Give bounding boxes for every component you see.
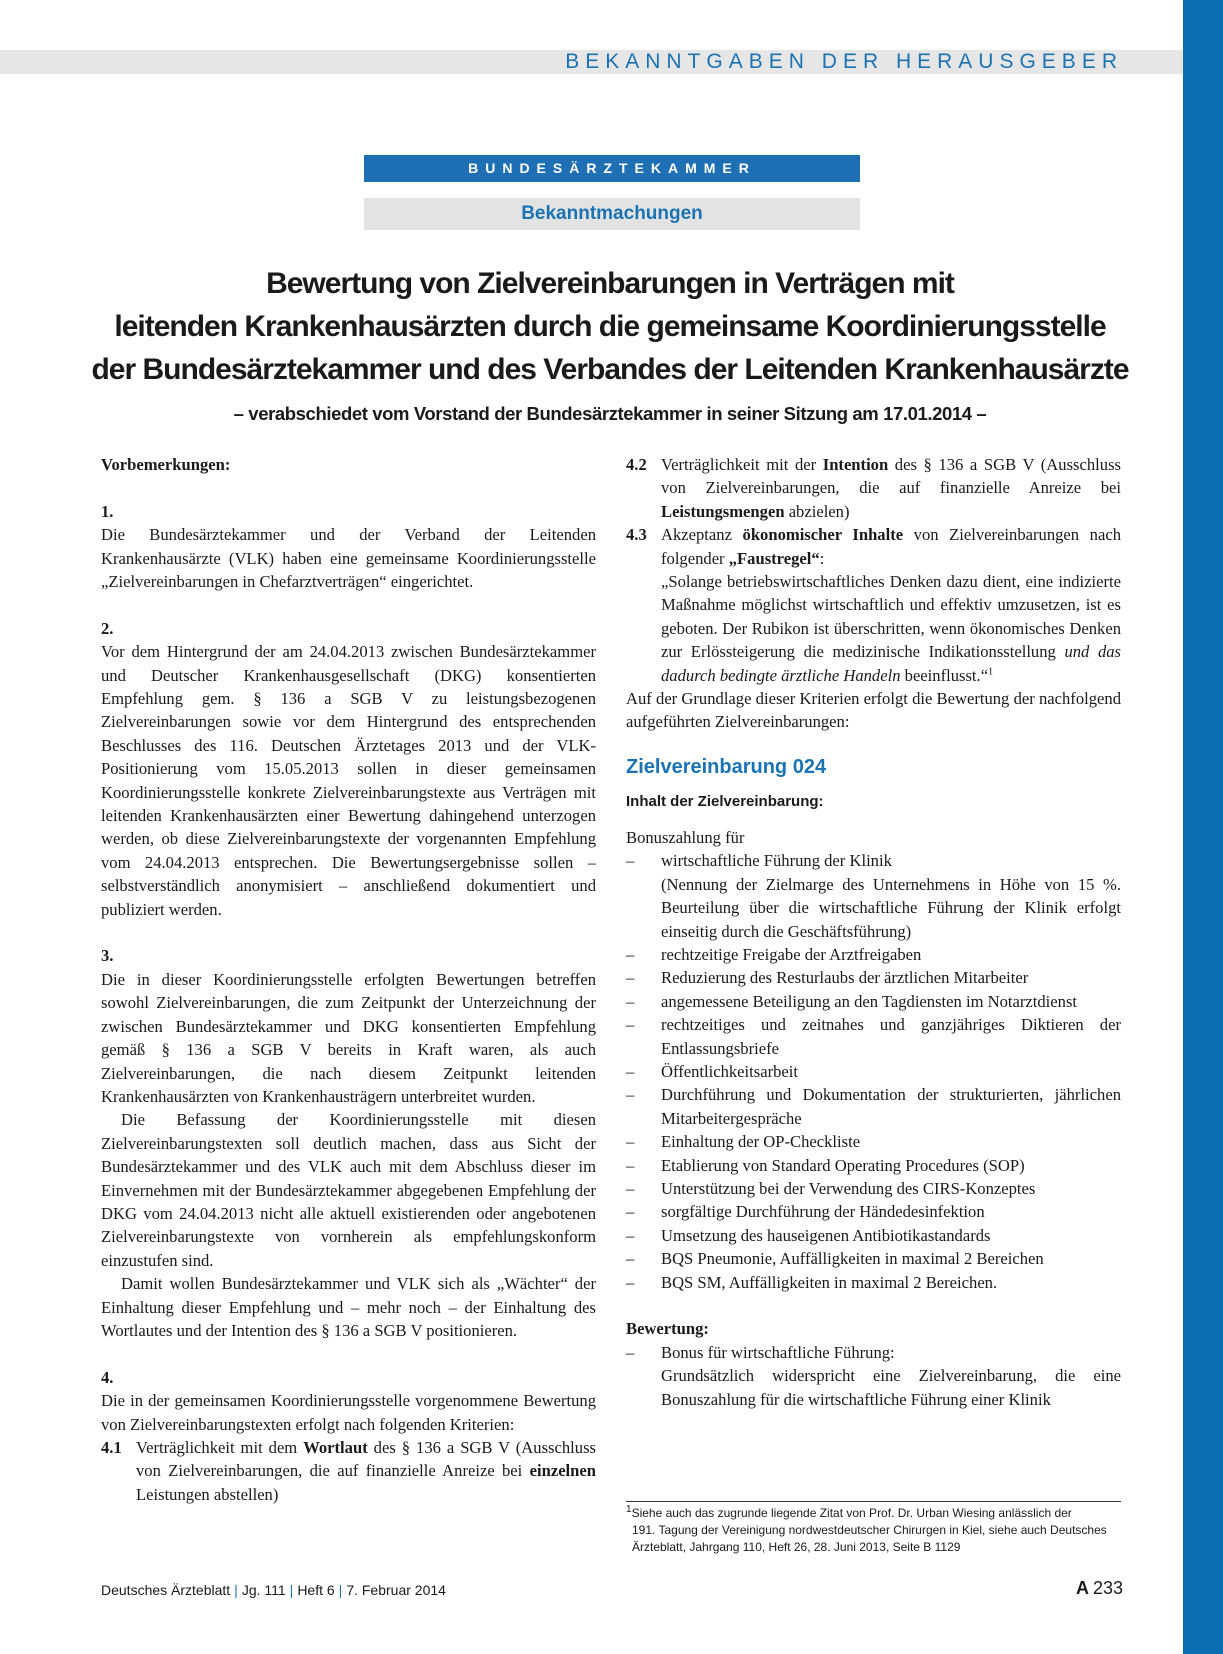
- footer-volume: Jg. 111: [241, 1582, 286, 1598]
- page-prefix: A: [1075, 1578, 1089, 1598]
- footer-separator: |: [234, 1582, 238, 1598]
- section-3-paragraph: Die in dieser Koordinierungsstelle erfolgten Bewertungen betreffen sowohl Zielvereinbarungen, die zum Zeitpunkt der Unterzeichnung der zwischen Bundesärztekammer und DKG konsentierten Empfehlung gemäß § 136 a SGB V bereits in Kraft waren, als auch Zielvereinbarungen, die nach diesem Zeitpunkt leitenden Krankenhausärzten von Krankenhausträgern unterbreitet wurden.: [101, 969, 596, 1106]
- agreement-title: Zielvereinbarung 024: [626, 755, 827, 778]
- list-item-text: Umsetzung des hauseigenen Antibiotikastandards: [661, 1225, 991, 1245]
- section-header-bar: [0, 50, 1183, 74]
- list-item: [626, 1200, 1121, 1223]
- list-dash: –: [626, 1132, 635, 1152]
- criterion-text: abzielen): [784, 501, 850, 521]
- criterion-text: Verträglichkeit mit der: [661, 455, 823, 474]
- list-item: [626, 943, 1121, 966]
- section-number: 2.: [101, 618, 114, 638]
- footer-date: 7. Februar 2014: [346, 1582, 446, 1598]
- article-title: [60, 262, 1160, 391]
- section-number: 3.: [101, 946, 114, 966]
- list-item: [626, 1177, 1121, 1200]
- list-item-text: BQS SM, Auffälligkeiten in maximal 2 Bereichen.: [661, 1272, 998, 1292]
- list-item-text: Bonus für wirtschaftliche Führung:: [661, 1342, 895, 1362]
- criterion-emphasis: Wortlaut: [303, 1438, 368, 1457]
- list-item: [626, 1060, 1121, 1083]
- list-dash: –: [626, 1272, 635, 1292]
- section-header-title: BEKANNTGABEN DER HERAUSGEBER: [565, 50, 1123, 73]
- footnote-reference: 1: [988, 666, 994, 678]
- list-dash: –: [626, 944, 635, 964]
- footer-citation: [101, 1582, 446, 1598]
- page-number: [1076, 1578, 1123, 1599]
- quote-text: „Solange betriebswirtschaftliches Denken dazu dient, eine indizierte Maßnahme möglichst wirtschaftlich und effektiv umzusetzen, ist es geboten. Der Rubikon ist überschritten, wenn ökonomisches Denken zur Erlössteigerung die medizinische Indikationsstellung: [661, 572, 1121, 662]
- section-1-text: Die Bundesärztekammer und der Verband der Leitenden Krankenhausärzte (VLK) haben eine gemeinsame Koordinierungsstelle „Zielvereinbarungen in Chefarztverträgen“ eingerichtet.: [101, 525, 596, 592]
- side-stripe: [1183, 0, 1223, 1654]
- criterion-4-3: [626, 523, 1121, 570]
- list-item-text: Durchführung und Dokumentation der strukturierten, jährlichen Mitarbeitergespräche: [661, 1085, 1121, 1128]
- organization-band: BUNDESÄRZTEKAMMER: [364, 155, 860, 182]
- list-item: [626, 1083, 1121, 1130]
- list-dash: –: [626, 1085, 635, 1105]
- list-item: [626, 1130, 1121, 1153]
- criterion-emphasis: „Faustregel“: [728, 548, 820, 568]
- agreement-content-heading: Inhalt der Zielvereinbarung:: [626, 792, 824, 810]
- evaluation-text: Grundsätzlich widerspricht eine Zielvereinbarung, die eine Bonuszahlung für die wirtschaftliche Führung einer Klinik: [661, 1366, 1121, 1409]
- list-item-text: Reduzierung des Resturlaubs der ärztlichen Mitarbeiter: [661, 968, 1029, 988]
- section-3-paragraph: Damit wollen Bundesärztekammer und VLK sich als „Wächter“ der Einhaltung dieser Empfehlung und – mehr noch – der Einhaltung des Wortlautes und der Intention des § 136 a SGB V positionieren.: [101, 1274, 596, 1340]
- list-item: [626, 1271, 1121, 1294]
- list-item-text: rechtzeitiges und zeitnahes und ganzjähriges Diktieren der Entlassungsbriefe: [661, 1015, 1121, 1058]
- list-item-text: sorgfältige Durchführung der Händedesinfektion: [661, 1202, 985, 1222]
- preliminary-heading: Vorbemerkungen:: [101, 455, 231, 474]
- list-dash: –: [626, 968, 635, 988]
- section-2-text: Vor dem Hintergrund der am 24.04.2013 zwischen Bundesärztekammer und Deutscher Krankenhausgesellschaft (DKG) konsentierten Empfehlung gem. § 136 a SGB V zu leistungsbezogenen Zielvereinbarungen sowie vor dem Hintergrund des entsprechenden Beschlusses des 116. Deutschen Ärztetages 2013 und der VLK-Positionierung vom 15.05.2013 sollen in dieser gemeinsamen Koordinierungsstelle konkrete Zielvereinbarungstexte aus Verträgen mit leitenden Krankenhausärzten einer Bewertung dahingehend unterzogen werden, ob diese Zielvereinbarungstexte der vorgenannten Empfehlung vom 24.04.2013 entsprechen. Die Bewertungsergebnisse sollen – selbstverständlich anonymisiert – anschließend dokumentiert und publiziert werden.: [101, 642, 596, 919]
- list-item-text: Etablierung von Standard Operating Procedures (SOP): [661, 1155, 1025, 1175]
- criterion-number: 4.3: [626, 525, 647, 545]
- footer-separator: |: [289, 1582, 294, 1598]
- list-dash: –: [626, 851, 635, 871]
- footnote-line: Ärzteblatt, Jahrgang 110, Heft 26, 28. Juni 2013, Seite B 1129: [632, 1540, 961, 1554]
- section-number: 4.: [101, 1367, 114, 1387]
- criterion-emphasis: Leistungsmengen: [661, 501, 785, 521]
- list-item: [626, 1341, 1121, 1364]
- criterion-number: 4.2: [626, 455, 647, 474]
- list-item-text: BQS Pneumonie, Auffälligkeiten in maximal 2 Bereichen: [661, 1249, 1044, 1269]
- list-dash: –: [626, 1342, 635, 1362]
- bonus-intro: Bonuszahlung für: [626, 827, 745, 847]
- footnote: [626, 1505, 1121, 1556]
- section-number: 1.: [101, 501, 114, 521]
- footer-separator: |: [338, 1582, 343, 1598]
- footer-issue: Heft 6: [297, 1582, 335, 1598]
- list-item: [626, 1154, 1121, 1177]
- quote-text: beeinflusst.“: [900, 665, 989, 685]
- list-dash: –: [626, 1225, 635, 1245]
- footnote-divider: [626, 1501, 1121, 1502]
- list-item: [626, 849, 1121, 872]
- list-item: [626, 1224, 1121, 1247]
- criterion-text: Verträglichkeit mit dem: [136, 1438, 304, 1457]
- criterion-4-2: [626, 453, 1121, 523]
- rule-of-thumb-quote: [626, 570, 1121, 687]
- right-column: [626, 453, 1121, 1411]
- criterion-text: Leistungen abstellen): [136, 1484, 279, 1504]
- list-item-text: rechtzeitige Freigabe der Arztfreigaben: [661, 944, 922, 964]
- title-line: der Bundesärztekammer und des Verbandes der Leitenden Krankenhausärzte: [91, 353, 1129, 386]
- list-item: [626, 1247, 1121, 1270]
- page-number-value: 233: [1092, 1578, 1123, 1598]
- list-dash: –: [626, 1178, 635, 1198]
- quote-italic: und das dadurch bedingte ärztliche Handeln: [661, 642, 1121, 685]
- list-item: [626, 1013, 1121, 1060]
- title-line: Bewertung von Zielvereinbarungen in Verträgen mit: [266, 267, 954, 300]
- criterion-text: Akzeptanz: [661, 525, 743, 545]
- criterion-emphasis: Intention: [822, 455, 889, 474]
- criterion-4-1: [101, 1436, 596, 1506]
- footnote-line: 191. Tagung der Vereinigung nordwestdeutscher Chirurgen in Kiel, siehe auch Deutsches: [632, 1523, 1107, 1537]
- criteria-outro: Auf der Grundlage dieser Kriterien erfolgt die Bewertung der nachfolgend aufgeführten Zielvereinbarungen:: [626, 689, 1121, 732]
- criterion-number: 4.1: [101, 1438, 122, 1457]
- list-item-text: Unterstützung bei der Verwendung des CIRS-Konzeptes: [661, 1178, 1036, 1198]
- list-dash: –: [626, 1249, 635, 1269]
- list-dash: –: [626, 1202, 635, 1222]
- criterion-emphasis: einzelnen: [529, 1461, 596, 1481]
- evaluation-heading: Bewertung:: [626, 1319, 709, 1339]
- category-band: Bekanntmachungen: [364, 198, 860, 230]
- criterion-emphasis: ökonomischer Inhalte: [742, 525, 904, 545]
- list-item-text: angemessene Beteiligung an den Tagdiensten im Notarztdienst: [661, 991, 1078, 1011]
- list-dash: –: [626, 1015, 635, 1035]
- criterion-text: von Zielvereinbarungen nach folgender: [661, 525, 1121, 568]
- footnote-mark: 1: [626, 1504, 632, 1515]
- title-line: leitenden Krankenhausärzten durch die gemeinsame Koordinierungsstelle: [114, 310, 1106, 343]
- list-item: [626, 990, 1121, 1013]
- left-column: [101, 453, 596, 1506]
- list-item-text: Öffentlichkeitsarbeit: [661, 1061, 799, 1081]
- article-subtitle: – verabschiedet vom Vorstand der Bundesärztekammer in seiner Sitzung am 17.01.2014 –: [233, 403, 987, 424]
- footer-journal: Deutsches Ärzteblatt: [101, 1582, 231, 1598]
- criterion-text: des § 136 a SGB V (Ausschluss von Zielvereinbarungen, die auf finanzielle Anreize bei: [661, 455, 1121, 498]
- list-dash: –: [626, 991, 635, 1011]
- section-3-paragraph: Die Befassung der Koordinierungsstelle mit diesen Zielvereinbarungstexten soll deutlich machen, dass aus Sicht der Bundesärztekammer und des VLK auch mit dem Abschluss dieser im Einvernehmen mit der Bundesärztekammer abgegebenen Empfehlung der DKG vom 24.04.2013 nicht alle aktuell existierenden oder angebotenen Zielvereinbarungstexte von vornherein als empfehlungskonform einzustufen sind.: [101, 1110, 596, 1270]
- list-item: [626, 966, 1121, 989]
- footnote-line: Siehe auch das zugrunde liegende Zitat von Prof. Dr. Urban Wiesing anlässlich der: [631, 1506, 1072, 1520]
- list-item-text: Einhaltung der OP-Checkliste: [661, 1132, 861, 1152]
- list-item-note: (Nennung der Zielmarge des Unternehmens in Höhe von 15 %. Beurteilung über die wirtschaftliche Führung der Klinik erfolgt einseitig durch die Geschäftsführung): [661, 874, 1121, 941]
- criterion-text: des § 136 a SGB V (Ausschluss von Zielvereinbarungen, die auf finanzielle Anreize bei: [136, 1438, 596, 1481]
- section-4-text: Die in der gemeinsamen Koordinierungsstelle vorgenommene Bewertung von Zielvereinbarungstexten erfolgt nach folgenden Kriterien:: [101, 1391, 596, 1434]
- criterion-text: :: [819, 548, 825, 568]
- list-dash: –: [626, 1155, 635, 1175]
- list-dash: –: [626, 1061, 635, 1081]
- list-item-text: wirtschaftliche Führung der Klinik: [661, 851, 892, 871]
